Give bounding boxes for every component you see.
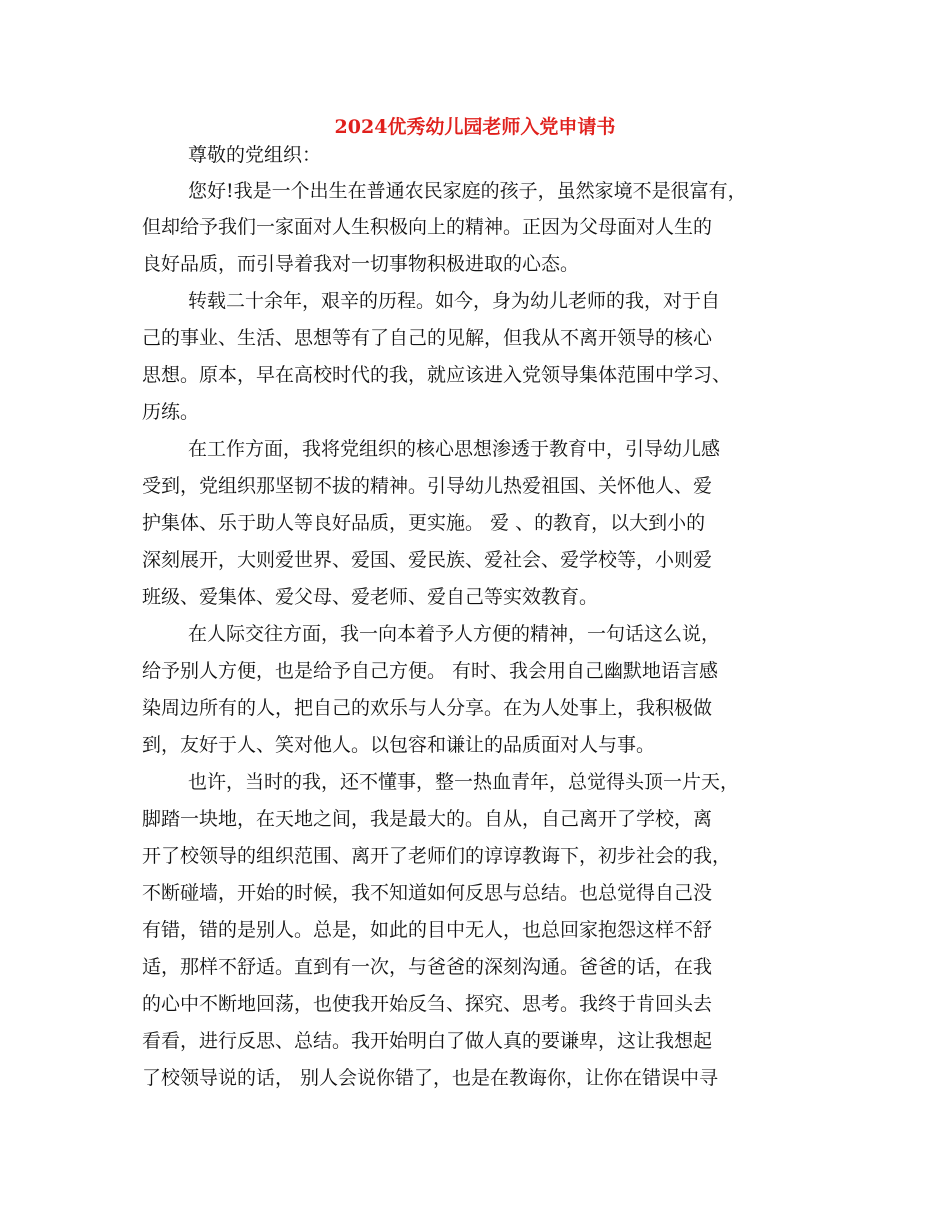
salutation: 尊敬的党组织： (188, 144, 322, 166)
paragraph-line: 不断碰墙，开始的时候，我不知道如何反思与总结。也总觉得自己没 (142, 882, 713, 904)
paragraph-line: 受到，党组织那坚韧不拔的精神。引导幼儿热爱祖国、关怀他人、爱 (142, 475, 713, 497)
paragraph-line: 但却给予我们一家面对人生积极向上的精神。正因为父母面对人生的 (142, 216, 713, 238)
paragraph-line: 己的事业、生活、思想等有了自己的见解，但我从不离开领导的核心 (142, 327, 713, 349)
paragraph-line: 良好品质，而引导着我对一切事物积极进取的心态。 (142, 253, 580, 275)
paragraph-line: 您好!我是一个出生在普通农民家庭的孩子，虽然家境不是很富有， (188, 180, 747, 202)
paragraph-line: 适，那样不舒适。直到有一次，与爸爸的深刻沟通。爸爸的话，在我 (142, 956, 713, 978)
paragraph-line: 班级、爱集体、爱父母、爱老师、爱自己等实效教育。 (142, 586, 599, 608)
paragraph-line: 染周边所有的人，把自己的欢乐与人分享。在为人处事上，我积极做 (142, 697, 713, 719)
paragraph-line: 也许，当时的我，还不懂事，整一热血青年，总觉得头顶一片天， (188, 771, 740, 793)
paragraph-line: 历练。 (142, 401, 200, 423)
paragraph-line: 有错，错的是别人。总是，如此的目中无人，也总回家抱怨这样不舒 (142, 919, 713, 941)
paragraph-line: 护集体、乐于助人等良好品质，更实施。 爱 、的教育，以大到小的 (142, 512, 706, 534)
paragraph-line: 转载二十余年，艰辛的历程。如今，身为幼儿老师的我，对于自 (188, 290, 721, 312)
paragraph-line: 的心中不断地回荡，也使我开始反刍、探究、思考。我终于肯回头去 (142, 993, 713, 1015)
document-title: 2024优秀幼儿园老师入党申请书 (334, 116, 616, 138)
paragraph-line: 给予别人方便，也是给予自己方便。 有时、我会用自己幽默地语言感 (142, 660, 719, 682)
paragraph-line: 在工作方面，我将党组织的核心思想渗透于教育中，引导幼儿感 (188, 438, 721, 460)
paragraph-line: 开了校领导的组织范围、离开了老师们的谆谆教诲下，初步社会的我， (142, 845, 732, 867)
paragraph-line: 到，友好于人、笑对他人。以包容和谦让的品质面对人与事。 (142, 734, 656, 756)
paragraph-line: 看看，进行反思、总结。我开始明白了做人真的要谦卑，这让我想起 (142, 1030, 713, 1052)
paragraph-line: 思想。原本，早在高校时代的我，就应该进入党领导集体范围中学习、 (142, 364, 732, 386)
paragraph-line: 在人际交往方面，我一向本着予人方便的精神，一句话这么说， (188, 623, 721, 645)
paragraph-line: 了校领导说的话， 别人会说你错了，也是在教诲你，让你在错误中寻 (142, 1067, 719, 1089)
paragraph-line: 深刻展开，大则爱世界、爱国、爱民族、爱社会、爱学校等，小则爱 (142, 549, 713, 571)
paragraph-line: 脚踏一块地，在天地之间，我是最大的。自从，自己离开了学校，离 (142, 808, 713, 830)
